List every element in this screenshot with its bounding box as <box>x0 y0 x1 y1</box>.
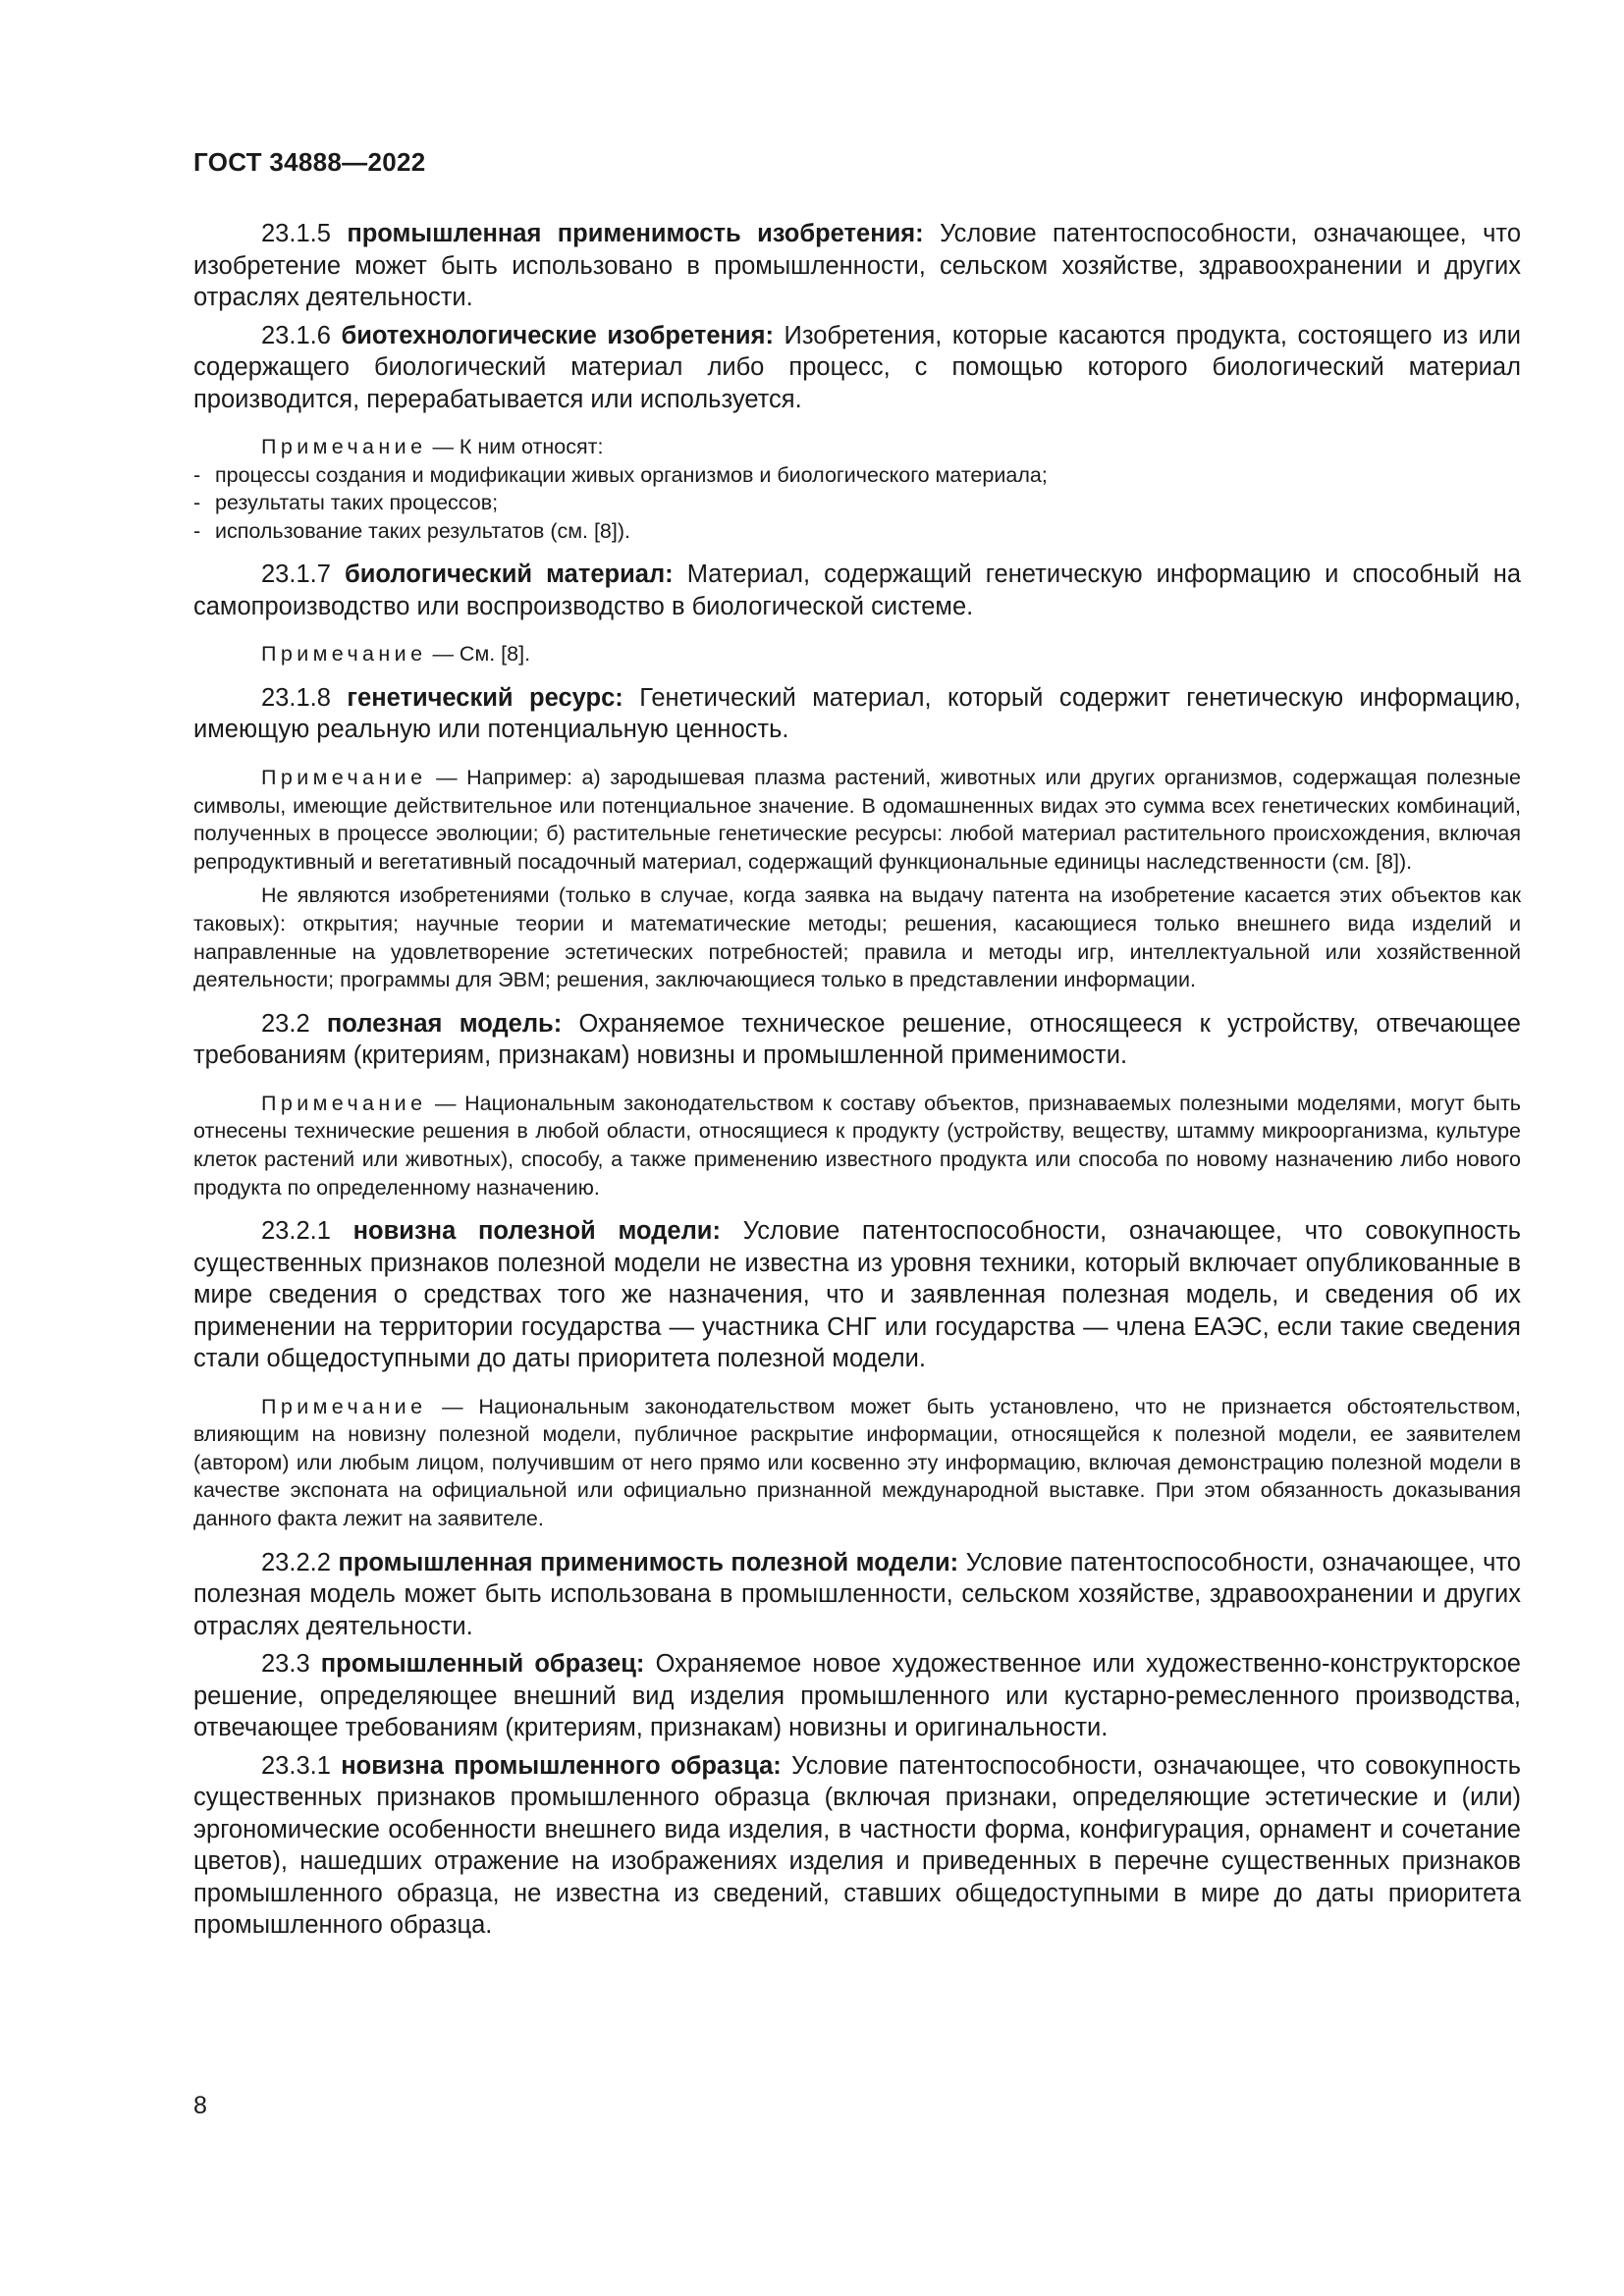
note-label: Примечание <box>261 435 427 458</box>
note-23-2-1 <box>193 1393 1521 1533</box>
list-item: - результаты таких процессов; <box>193 491 499 515</box>
note-label: Примечание <box>261 765 427 789</box>
note-label: Примечание <box>261 1091 427 1115</box>
term-number: 23.3 <box>261 1650 310 1679</box>
note-list <box>193 461 1521 546</box>
note-23-2 <box>193 1090 1521 1201</box>
term-number: 23.1.7 <box>261 561 331 589</box>
term-definition: Условие патентоспособности, означающее, что совокупность существенных признаков полезной модели не известна из уровня техники, который включает опубликованные в мире сведения о средствах того же назначения, что и заявленная полезная модель, и сведения об их применении на территории государства — участника СНГ или государства — члена ЕАЭС, если такие сведения стали общедоступными до даты приоритета полезной модели. <box>193 1217 1521 1373</box>
note-23-1-7 <box>193 640 1521 668</box>
note-23-1-6 <box>193 433 1521 461</box>
term-23-1-8 <box>193 682 1521 746</box>
term-number: 23.2 <box>261 1009 310 1038</box>
note-label: Примечание <box>261 642 427 667</box>
exclusions-paragraph: Не являются изобретениями (только в случае, когда заявка на выдачу патента на изобретение касается этих объектов как таковых): открытия; научные теории и математические методы; решения, касающиеся только внешнего вида изделий и направленные на удовлетворение эстетических потребностей; правила и методы игр, интеллектуальной или хозяйственной деятельности; программы для ЭВМ; решения, заключающиеся только в представлении информации. <box>193 883 1521 992</box>
term-definition: Материал, содержащий генетическую информацию и способный на самопроизводство или воспроизводство в биологической системе. <box>193 561 1522 620</box>
document-body <box>193 218 1521 1948</box>
term-number: 23.1.5 <box>261 220 331 247</box>
term-number: 23.2.2 <box>261 1548 331 1576</box>
term-definition: Изобретения, которые касаются продукта, состоящего из или содержащего биологический материал либо процесс, с помощью которого биологический материал производится, перерабатывается или используется. <box>193 321 1521 413</box>
term-23-3 <box>193 1648 1521 1744</box>
term-number: 23.1.8 <box>261 683 331 712</box>
term-title: генетический ресурс: <box>347 683 623 712</box>
page-number: 8 <box>193 2092 207 2119</box>
term-definition: Генетический материал, который содержит генетическую информацию, имеющую реальную или потенциальную ценность. <box>193 683 1522 744</box>
list-item: - процессы создания и модификации живых организмов и биологического материала; <box>193 462 1048 487</box>
term-definition: Условие патентоспособности, означающее, что изобретение может быть использовано в промышленности, сельском хозяйстве, здравоохранении и других отраслях деятельности. <box>193 220 1522 311</box>
term-number: 23.3.1 <box>261 1751 331 1780</box>
note-text: — Национальным законодательством к составу объектов, признаваемых полезными моделями, могут быть отнесены технические решения в любой области, относящиеся к продукту (устройству, веществу, штамму микроорганизма, культуре клеток растений или животных), способу, а также применению известного продукта или способа по новому назначению либо нового продукта по определенному назначению. <box>193 1091 1521 1200</box>
list-item: - использование таких результатов (см. [8]). <box>193 518 630 543</box>
term-definition: Условие патентоспособности, означающее, что совокупность существенных признаков промышленного образца (включая признаки, определяющие эстетические и (или) эргономические особенности внешнего вида изделия, в частности форма, конфигурация, орнамент и сочетание цветов), нашедших отражение на изображениях изделия и приведенных в перечне существенных признаков промышленного образца, не известна из сведений, ставших общедоступными в мире до даты приоритета промышленного образца. <box>193 1751 1521 1940</box>
term-number: 23.2.1 <box>261 1217 331 1246</box>
note-text: — Национальным законодательством может быть установлено, что не признается обстоятельством, влияющим на новизну полезной модели, публичное раскрытие информации, относящейся к полезной модели, ее заявителем (автором) или любым лицом, получившим от него прямо или косвенно эту информацию, включая демонстрацию полезной модели в качестве экспоната на официальной или официально признанной международной выставке. При этом обязанность доказывания данного факта лежит на заявителе. <box>193 1394 1521 1530</box>
term-title: полезная модель: <box>326 1009 563 1038</box>
note-text: — К ним относят: <box>432 435 604 458</box>
term-23-3-1 <box>193 1750 1521 1942</box>
term-23-2-1 <box>193 1215 1521 1375</box>
term-definition: Условие патентоспособности, означающее, что полезная модель может быть использована в промышленности, сельском хозяйстве, здравоохранении и других отраслях деятельности. <box>193 1548 1521 1640</box>
term-title: биотехнологические изобретения: <box>341 321 774 349</box>
term-23-1-5 <box>193 218 1521 314</box>
term-23-1-6 <box>193 320 1521 416</box>
term-number: 23.1.6 <box>261 321 331 349</box>
term-title: промышленная применимость полезной модели: <box>338 1548 959 1576</box>
note-text: — См. [8]. <box>432 642 531 667</box>
term-23-2-2 <box>193 1547 1521 1643</box>
note-23-1-8 <box>193 764 1521 876</box>
term-23-2 <box>193 1008 1521 1072</box>
term-definition: Охраняемое новое художественное или художественно-конструкторское решение, определяющее внешний вид изделия промышленного или кустарно-ремесленного производства, отвечающее требованиям (критериям, признакам) новизны и оригинальности. <box>193 1650 1521 1742</box>
term-23-1-7 <box>193 559 1521 622</box>
term-title: промышленный образец: <box>320 1650 645 1679</box>
note-text: — Например: а) зародышевая плазма растений, животных или других организмов, содержащая полезные символы, имеющие действительное или потенциальное значение. В одомашненных видах это сумма всех генетических комбинаций, полученных в процессе эволюции; б) растительные генетические ресурсы: любой материал растительного происхождения, включая репродуктивный и вегетативный посадочный материал, содержащий функциональные единицы наследственности (см. [8]). <box>193 765 1521 874</box>
term-title: промышленная применимость изобретения: <box>347 220 924 247</box>
term-title: биологический материал: <box>345 561 674 589</box>
term-definition: Охраняемое техническое решение, относящееся к устройству, отвечающее требованиям (критериям, признакам) новизны и промышленной применимости. <box>193 1009 1521 1070</box>
term-title: новизна промышленного образца: <box>341 1751 782 1780</box>
term-title: новизна полезной модели: <box>352 1217 721 1246</box>
document-header: ГОСТ 34888—2022 <box>193 147 426 177</box>
note-label: Примечание <box>261 1394 427 1418</box>
